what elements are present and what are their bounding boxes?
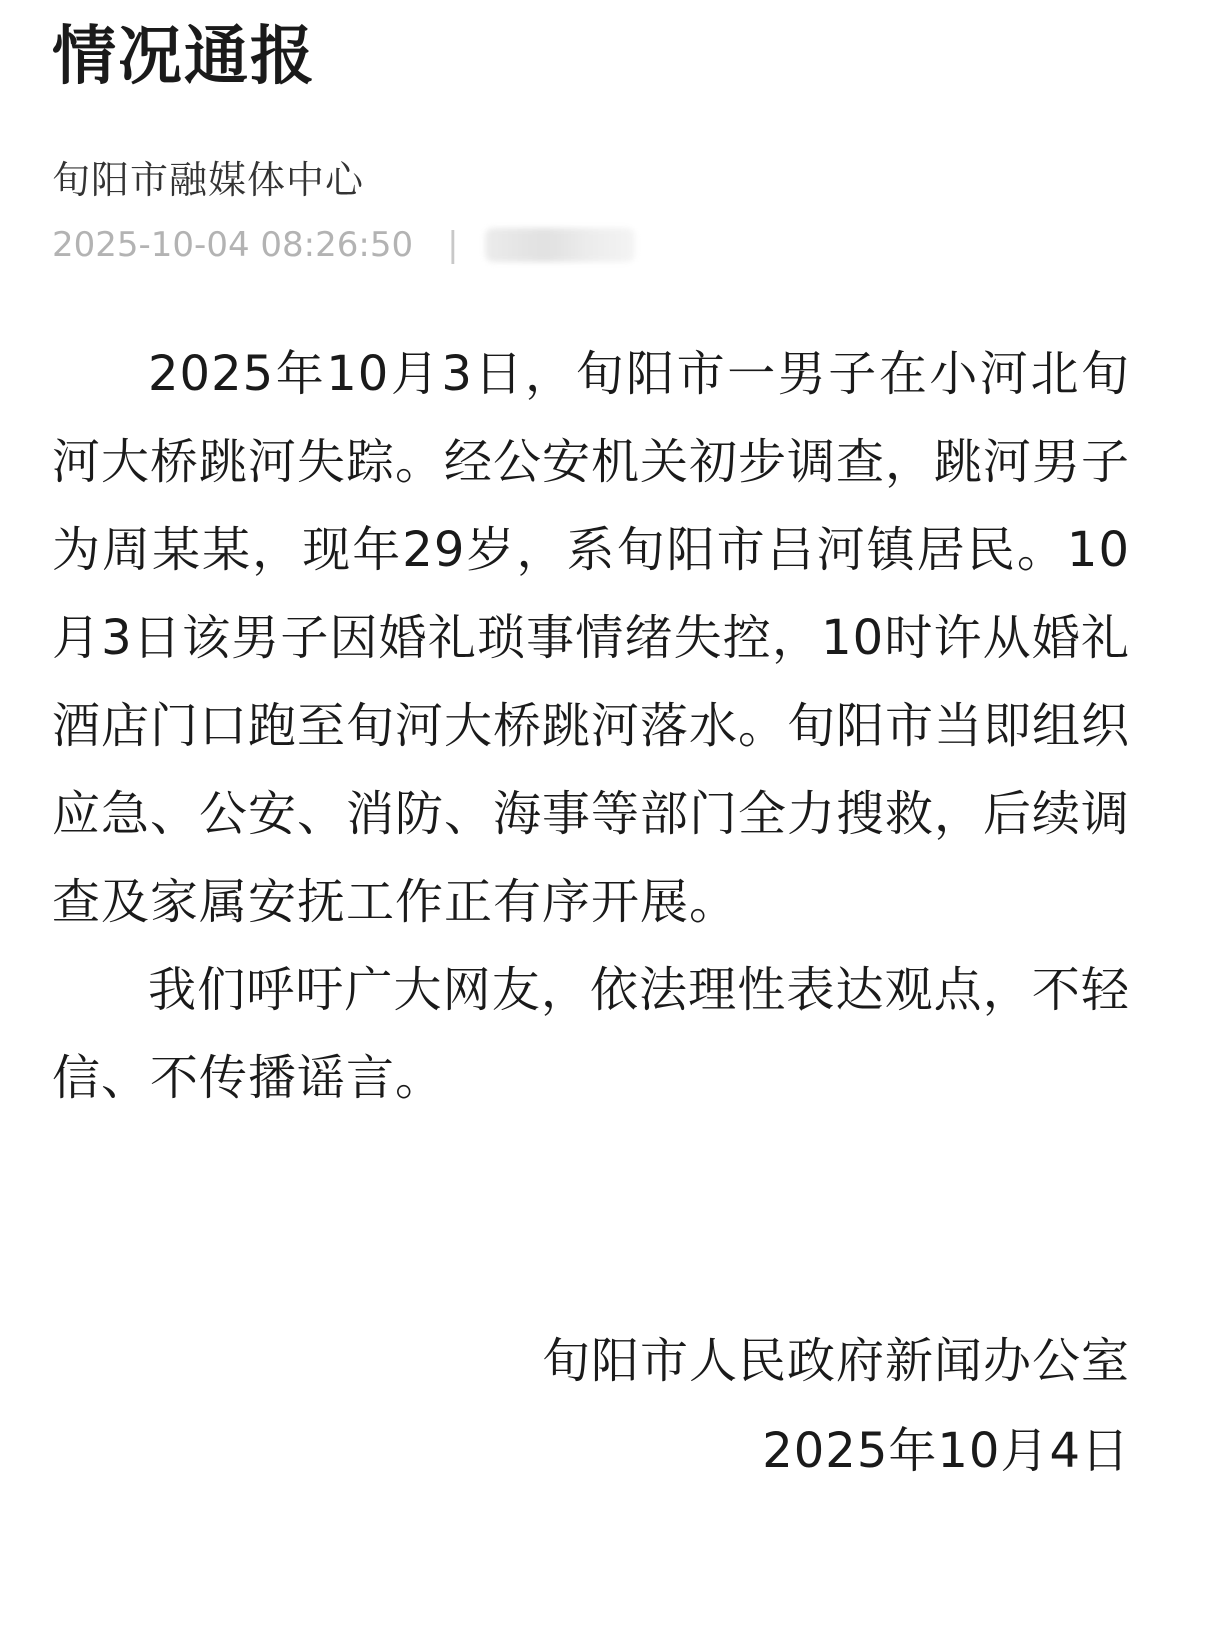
publish-timestamp: 2025-10-04 08:26:50 bbox=[52, 225, 414, 265]
signature-date: 2025年10月4日 bbox=[762, 1423, 1130, 1479]
signature-block bbox=[542, 1316, 1130, 1496]
page-title: 情况通报 bbox=[52, 20, 316, 94]
article-meta bbox=[52, 222, 635, 268]
article-body bbox=[52, 330, 1130, 1122]
blurred-location-tag bbox=[485, 228, 635, 262]
source-name[interactable]: 旬阳市融媒体中心 bbox=[52, 158, 365, 202]
body-paragraph-2: 我们呼吁广大网友，依法理性表达观点，不轻信、不传播谣言。 bbox=[52, 962, 1130, 1106]
signature-issuer: 旬阳市人民政府新闻办公室 bbox=[541, 1333, 1130, 1389]
meta-separator: | bbox=[447, 225, 459, 265]
body-paragraph-1: 2025年10月3日，旬阳市一男子在小河北旬河大桥跳河失踪。经公安机关初步调查，跳河男子为周某某，现年29岁，系旬阳市吕河镇居民。10月3日该男子因婚礼琐事情绪失控，10时许从婚礼酒店门口跑至旬河大桥跳河落水。旬阳市当即组织应急、公安、消防、海事等部门全力搜救，后续调查及家属安抚工作正有序开展。 bbox=[52, 346, 1131, 930]
